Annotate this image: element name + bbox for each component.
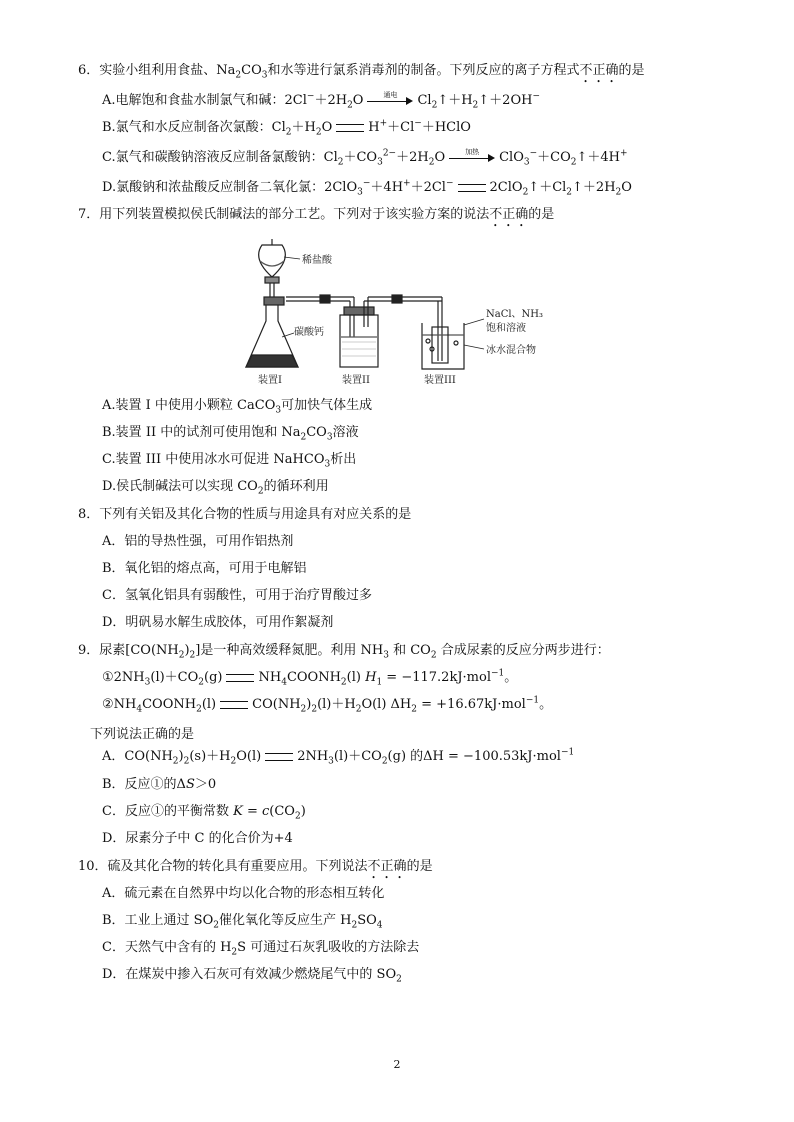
beaker-label-2: 饱和溶液 xyxy=(486,323,526,334)
beaker-label-1: NaCl、NH₃ xyxy=(486,309,544,320)
reaction-arrow: 通电 xyxy=(367,95,413,107)
q7-option-a: A.装置 I 中使用小颗粒 CaCO$_3$可加快气体生成 xyxy=(102,398,373,416)
q10-option-d: D．在煤炭中掺入石灰可有效减少燃烧尾气中的 $SO_2$ xyxy=(102,967,402,985)
q9-stem: 9．尿素$[CO(NH_2)_2]$是一种高效缓释氮肥。利用 $NH_3$ 和 $CO_2$ 合成尿素的反应分两步进行： xyxy=(78,643,610,661)
connecting-tube xyxy=(320,295,354,337)
q7-option-d: D.侯氏制碱法可以实现 $CO_2$的循环利用 xyxy=(102,479,329,497)
equals-sign xyxy=(458,184,486,192)
q9-option-a: A．$CO(NH_2)_2(s)+H_2O(l)$ $2NH_3(l)+CO_2(g)$ 的ΔH = −100.53kJ·mol$^{-1}$ xyxy=(102,747,575,767)
gas-washing-bottle xyxy=(340,295,442,367)
separatory-funnel xyxy=(259,239,300,297)
q9-reaction-2: $②NH_4COONH_2(l)$ $CO(NH_2)_2(l)+H_2O(l) \Delta H_2 = +16.67kJ\cdot mol^{-1}$。 xyxy=(102,695,553,715)
q8-option-b: B．氧化铝的熔点高，可用于电解铝 xyxy=(102,561,307,576)
equals-sign xyxy=(336,124,364,132)
funnel-label: 稀盐酸 xyxy=(302,255,332,266)
q7-stem: 7．用下列装置模拟侯氏制碱法的部分工艺。下列对于该实验方案的说法不正确的是 xyxy=(78,207,555,222)
device-label-2: 装置II xyxy=(342,375,370,386)
q9-ask: 下列说法正确的是 xyxy=(90,727,195,742)
reaction-arrow: 加热 xyxy=(449,152,495,164)
q6-option-a: A.电解饱和食盐水制氯气和碱：$2Cl^-+2H_2O$ 通电 $Cl_2↑+H_2↑+2OH^-$ xyxy=(102,90,540,111)
q6-option-d: D.氯酸钠和浓盐酸反应制备二氧化氯：2ClO$_3$−＋4H+＋2Cl− $2ClO_2↑+Cl_2↑+2H_2O$ xyxy=(102,178,632,198)
q9-option-b: B．反应①的ΔS＞0 xyxy=(102,777,217,792)
equals-sign xyxy=(265,753,293,761)
q10-option-b: B．工业上通过 $SO_2$催化氧化等反应生产 $H_2SO_4$ xyxy=(102,913,383,931)
hou-process-apparatus-figure xyxy=(232,237,584,387)
q6-stem: 6．实验小组利用食盐、$Na_2CO_3$和水等进行氯系消毒剂的制备。下列反应的离子方程式不正确的是 xyxy=(78,63,645,81)
page-number: 2 xyxy=(393,1058,401,1071)
q10-option-a: A．硫元素在自然界中均以化合物的形态相互转化 xyxy=(102,886,385,901)
equals-sign xyxy=(226,674,254,682)
q8-option-a: A．铝的导热性强，可用作铝热剂 xyxy=(102,534,294,549)
device-label-1: 装置I xyxy=(258,375,282,386)
q10-option-c: C．天然气中含有的 $H_2S$ 可通过石灰乳吸收的方法除去 xyxy=(102,940,420,958)
beaker-ice-bath xyxy=(422,297,484,369)
q7-option-b: B.装置 II 中的试剂可使用饱和 $Na_2CO_3$溶液 xyxy=(102,425,359,443)
q9-reaction-1: $①2NH_3(l)+CO_2(g)$ $NH_4COONH_2(l) H_1 = -117.2kJ\cdot mol^{-1}$。 xyxy=(102,668,518,688)
q8-option-d: D．明矾易水解生成胶体，可用作絮凝剂 xyxy=(102,615,334,630)
q6-option-b: B.氯气和水反应制备次氯酸：$Cl_2+H_2O$ H+＋Cl−＋HClO xyxy=(102,118,471,138)
q9-option-c: C．反应①的平衡常数 $K = c(CO_2)$ xyxy=(102,804,306,822)
device-label-3: 装置III xyxy=(424,375,456,386)
q7-option-c: C.装置 III 中使用冰水可促进 NaHCO$_3$析出 xyxy=(102,452,357,470)
q8-option-c: C．氢氧化铝具有弱酸性，可用于治疗胃酸过多 xyxy=(102,588,372,603)
flask-label: 碳酸钙 xyxy=(294,327,324,338)
q6-option-c: C.氯气和碳酸钠溶液反应制备氯酸钠：$Cl_2+CO_3^{2-}+2H_2O$ 加热 $ClO_3^-+CO_2↑+4H^+$ xyxy=(102,147,628,168)
q10-stem: 10．硫及其化合物的转化具有重要应用。下列说法不正确的是 xyxy=(78,859,433,874)
equals-sign xyxy=(220,701,248,709)
q9-option-d: D．尿素分子中 C 的化合价为+4 xyxy=(102,831,293,846)
bath-label: 冰水混合物 xyxy=(486,345,536,356)
q8-stem: 8．下列有关铝及其化合物的性质与用途具有对应关系的是 xyxy=(78,507,412,522)
